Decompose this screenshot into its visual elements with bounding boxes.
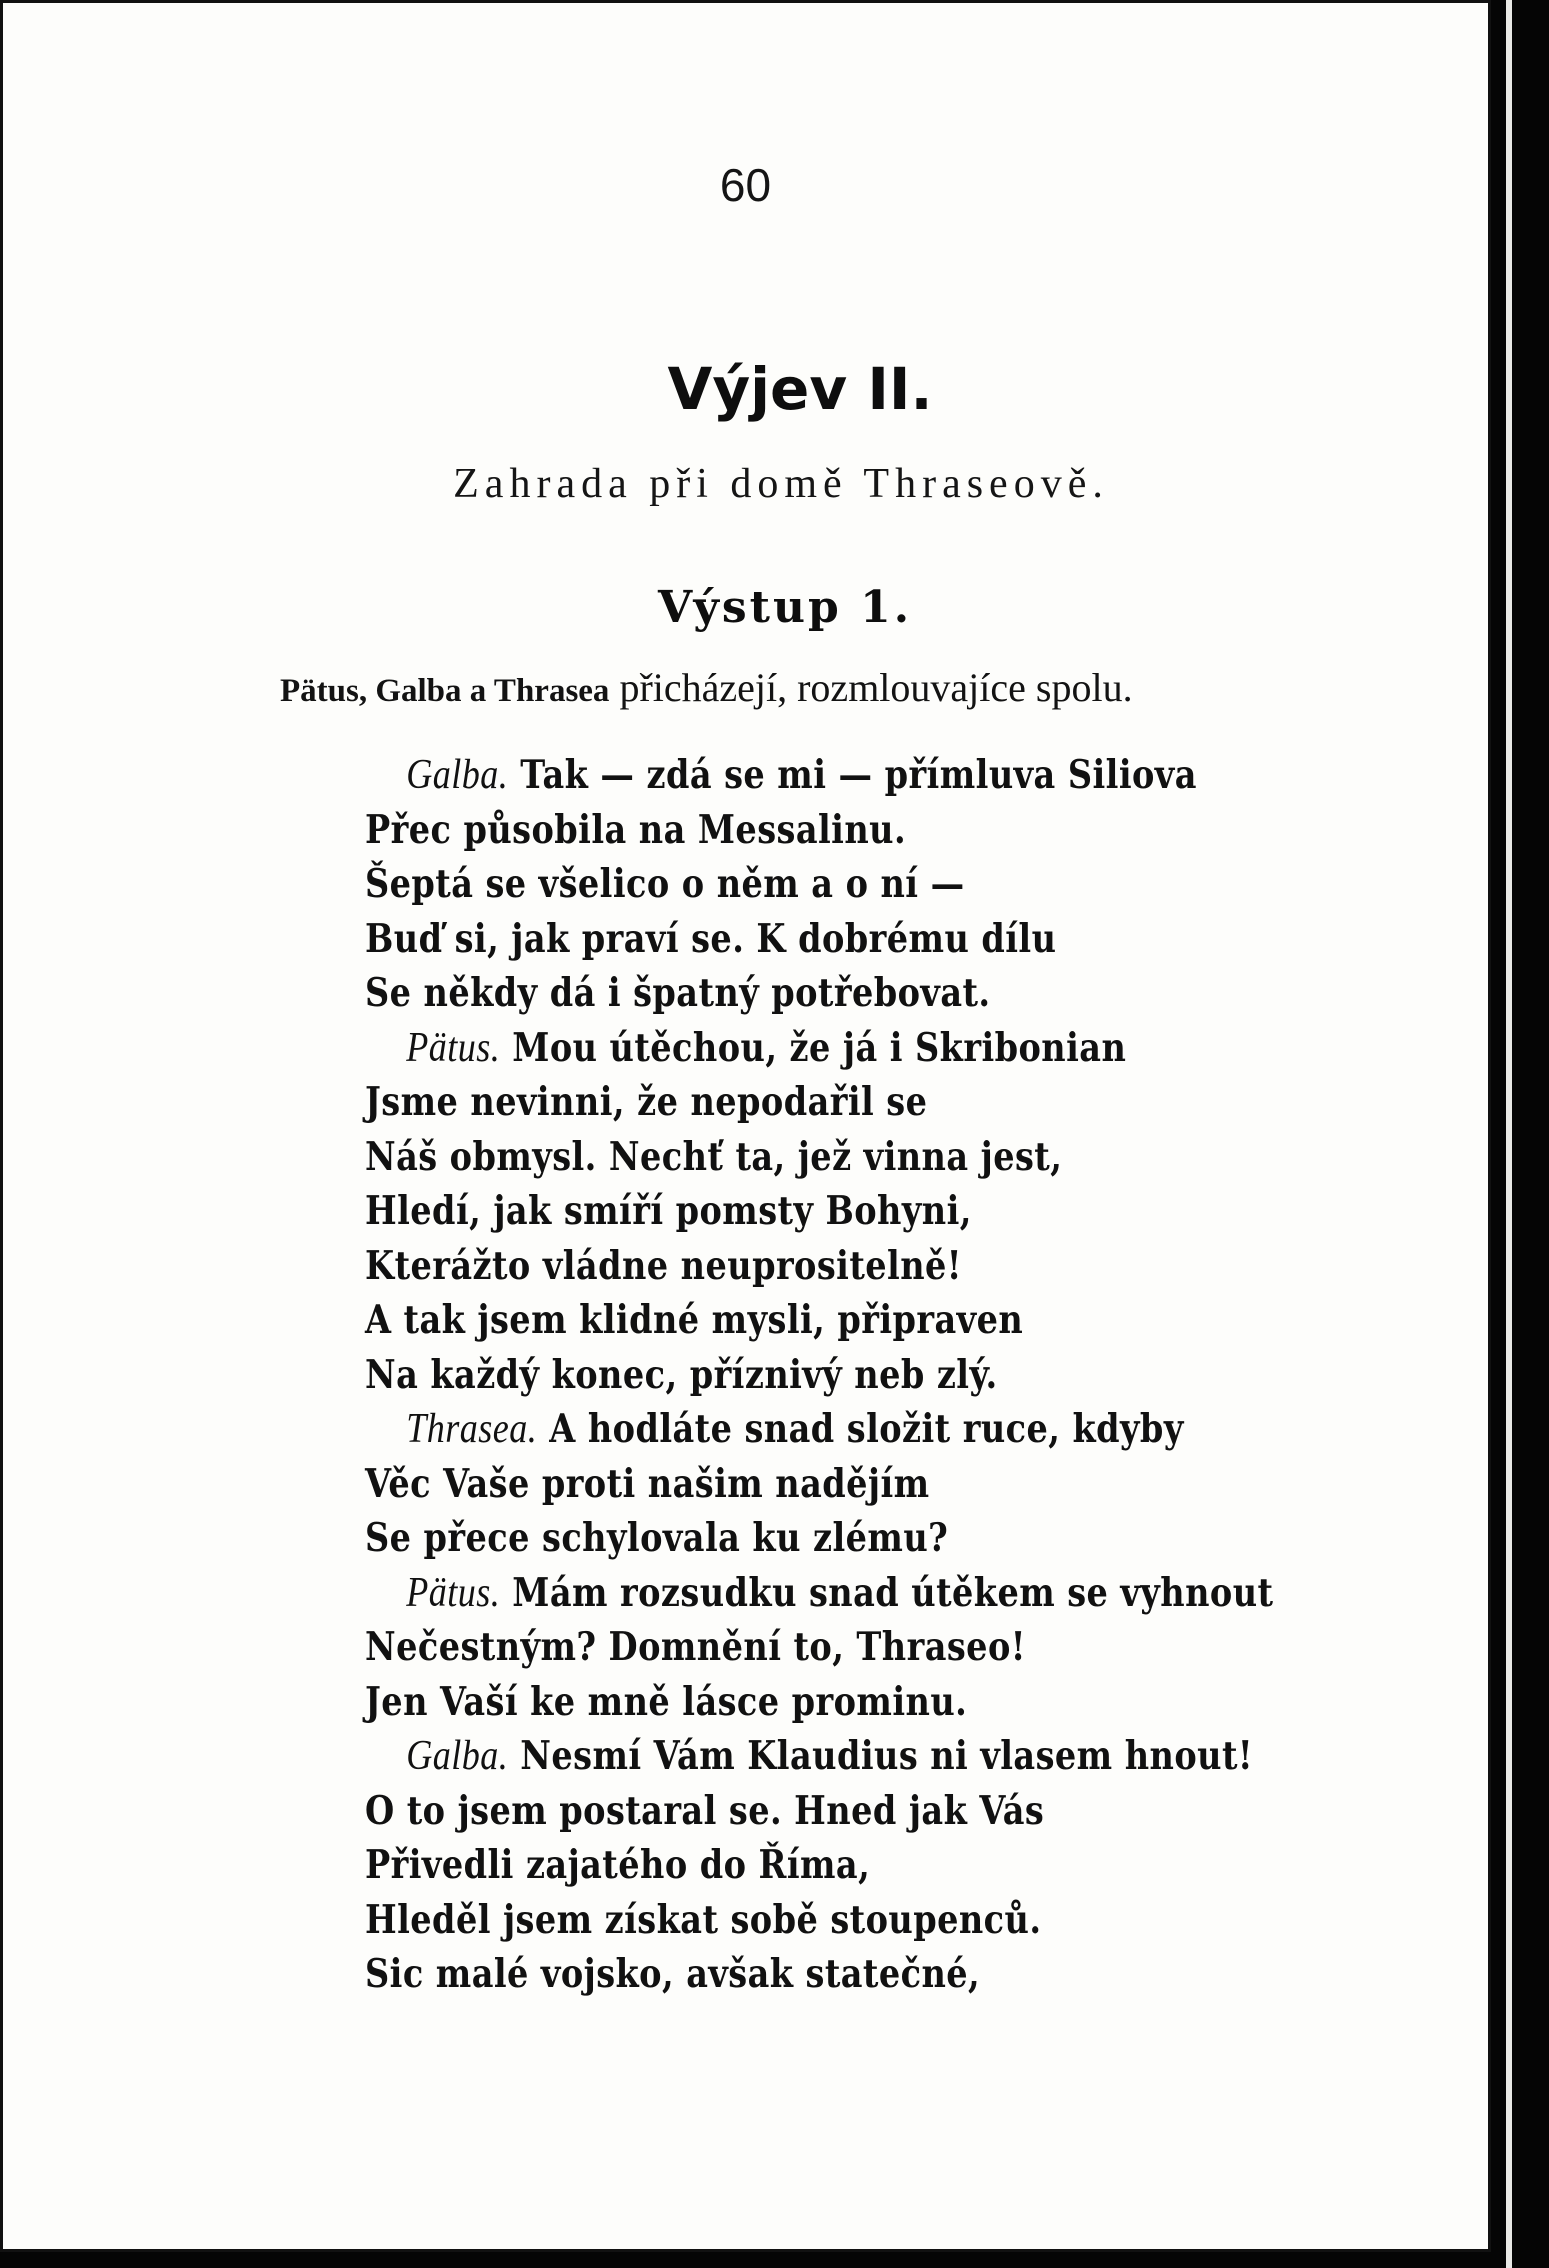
verse-line [365, 1838, 1273, 1893]
verse-line [365, 1620, 1273, 1675]
speaker-name: Thrasea. [406, 1406, 538, 1452]
verse-line [365, 1184, 1273, 1239]
verse-text: Se přece schylovala ku zlému? [365, 1515, 949, 1561]
verse-text: Kterážto vládne neuprositelně! [365, 1242, 962, 1289]
verse-text: Buď si, jak praví se. K dobrému dílu [365, 915, 1057, 962]
verse-line [365, 966, 1273, 1021]
verse-text: Hleděl jsem získat sobě stoupenců. [365, 1896, 1042, 1943]
verse-line [365, 1784, 1273, 1839]
verse-line [365, 1130, 1273, 1185]
verse-text: Věc Vaše proti našim nadějím [365, 1460, 930, 1507]
verse-text: Mou útěchou, že já i Skribonian [500, 1024, 1127, 1071]
speaker-name: Galba. [406, 752, 509, 798]
scene-setting: Zahrada při domě Thraseově. [453, 461, 1109, 507]
verse-text: Nečestným? Domnění to, Thraseo! [365, 1624, 1026, 1670]
verse-line [365, 1239, 1273, 1294]
speaker-name: Pätus. [406, 1024, 501, 1071]
stage-direction-text: přicházejí, rozmlouvajíce spolu. [609, 665, 1133, 710]
speaker-name: Galba. [406, 1733, 509, 1779]
verse-line [365, 1402, 1273, 1457]
verse-text: Náš obmysl. Nechť ta, jež vinna jest, [365, 1133, 1063, 1180]
verse-line [365, 1675, 1273, 1730]
verse-text: A hodláte snad složit ruce, kdyby [537, 1406, 1184, 1452]
verse-line [365, 803, 1273, 858]
verse-line [365, 912, 1273, 967]
verse-line [365, 857, 1273, 912]
verse-line [365, 1566, 1273, 1621]
verse-line [365, 1075, 1273, 1130]
verse-line [365, 1021, 1273, 1076]
verse-text: A tak jsem klidné mysli, připraven [365, 1297, 1024, 1343]
verse-text: Na každý konec, příznivý neb zlý. [365, 1351, 998, 1398]
verse-line [365, 1947, 1273, 2002]
stage-direction-names: Pätus, Galba a Thrasea [280, 673, 610, 709]
stage-direction [280, 664, 1133, 711]
verse-text: Tak — zdá se mi — přímluva Siliova [508, 752, 1197, 798]
verse-text: Šeptá se všelico o něm a o ní — [365, 861, 965, 907]
verse-text: Jsme nevinni, že nepodařil se [365, 1079, 928, 1125]
verse-text: Přivedli zajatého do Říma, [365, 1842, 871, 1888]
verse-text: Nesmí Vám Klaudius ni vlasem hnout! [508, 1733, 1254, 1779]
adjacent-page-edge [1506, 0, 1512, 2268]
verse-text: O to jsem postaral se. Hned jak Vás [365, 1787, 1045, 1834]
verse-text: Sic malé vojsko, avšak statečné, [365, 1951, 981, 1997]
verse-line [365, 1729, 1273, 1784]
speaker-name: Pätus. [406, 1569, 501, 1616]
verse-text: Mám rozsudku snad útěkem se vyhnout [500, 1569, 1274, 1616]
page-number: 60 [719, 159, 772, 211]
act-title: Výstup 1. [657, 582, 913, 633]
verse-text: Se někdy dá i špatný potřebovat. [365, 970, 991, 1016]
verse-line [365, 748, 1273, 803]
verse-line [365, 1893, 1273, 1948]
verse-text: Hledí, jak smíří pomsty Bohyni, [365, 1188, 972, 1234]
scene-title: Výjev II. [667, 355, 933, 423]
verse-text: Přec působila na Messalinu. [365, 806, 907, 853]
verse-line [365, 1293, 1273, 1348]
verse-lines [365, 748, 1421, 2002]
verse-line [365, 1511, 1273, 1566]
verse-line [365, 1457, 1273, 1512]
verse-text: Jen Vaší ke mně lásce prominu. [365, 1678, 968, 1725]
verse-line [365, 1348, 1273, 1403]
